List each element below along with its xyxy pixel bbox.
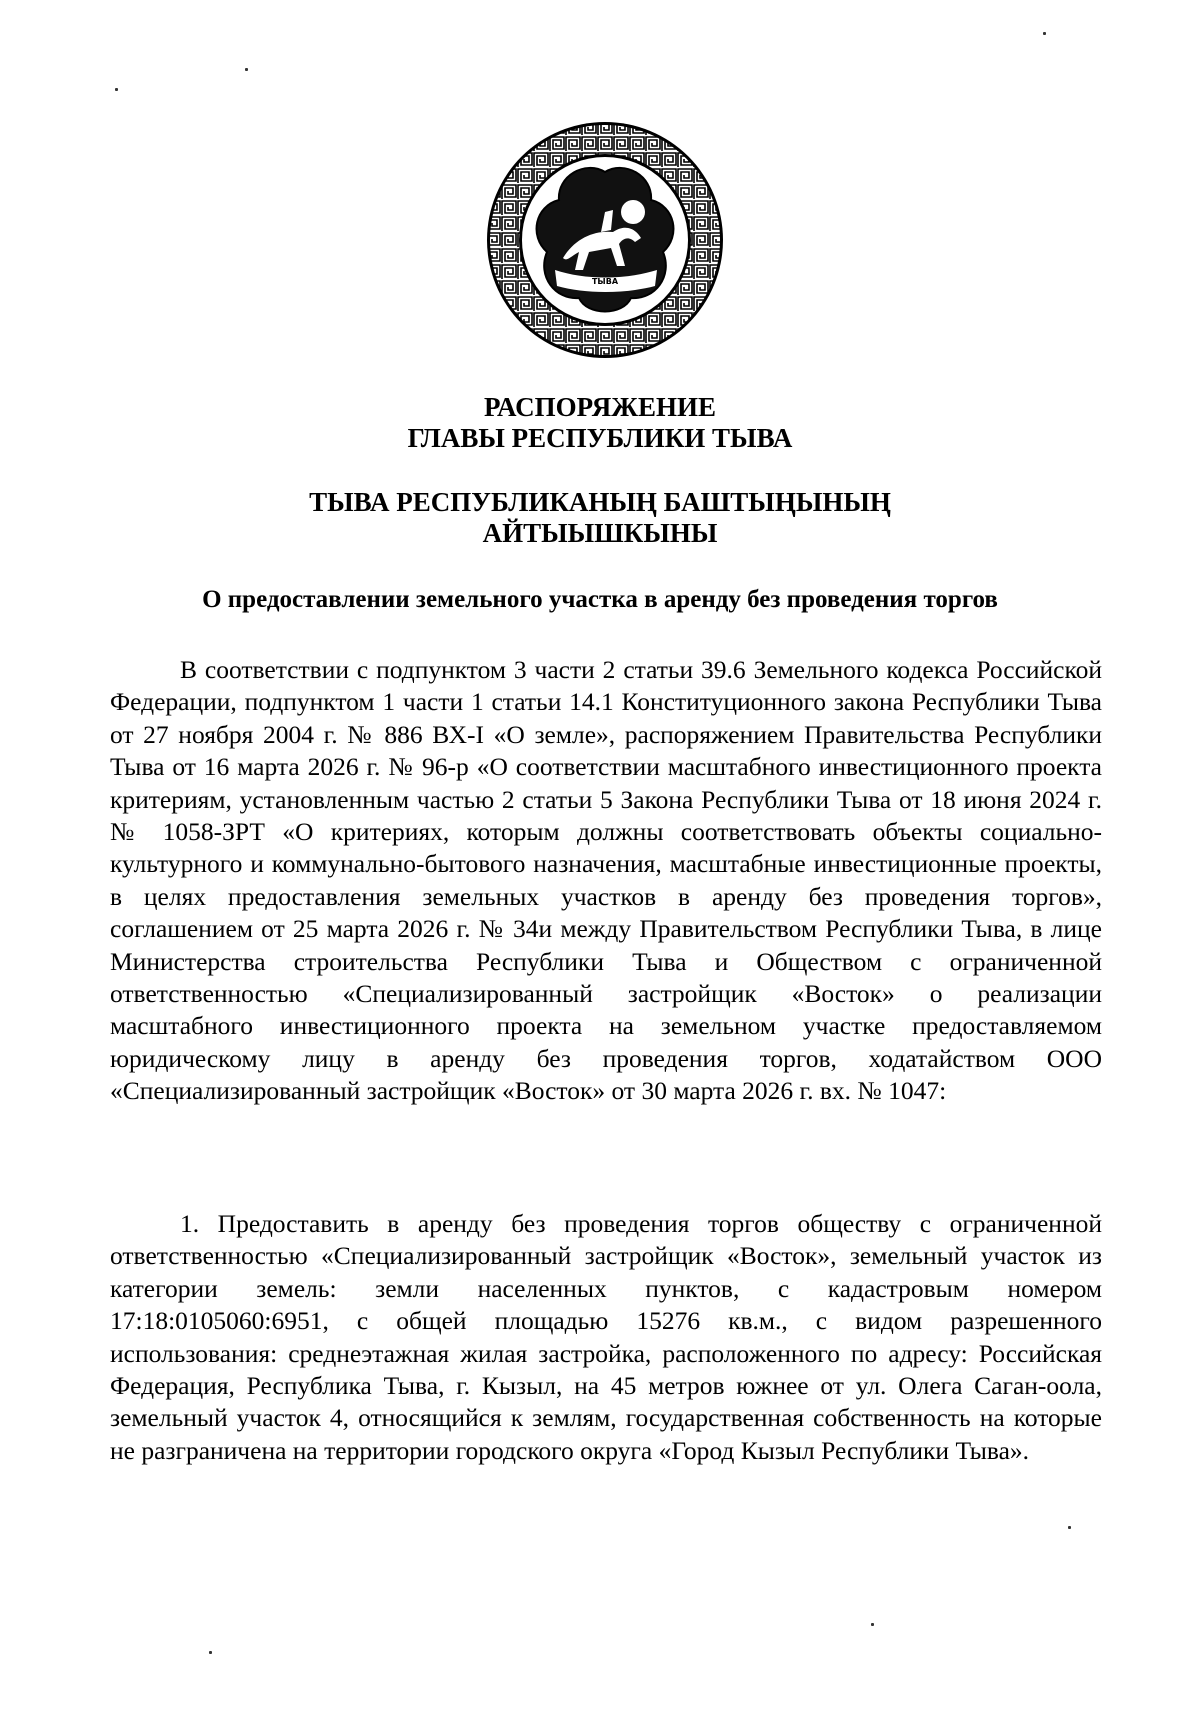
scan-speck [209, 1651, 212, 1654]
preamble-paragraph: В соответствии с подпунктом 3 части 2 статьи 39.6 Земельного кодекса Российской Федерации, подпунктом 1 части 1 статьи 14.1 Конституционного закона Республики Тыва от 27 ноября 2004 г. № 886 ВХ-I «О земле», распоряжением Правительства Республики Тыва от 16 марта 2026 г. № 96-р «О соответствии масштабного инвестиционного проекта критериям, установленным частью 2 статьи 5 Закона Республики Тыва от 18 июня 2024 г. № 1058-ЗРТ «О критериях, которым должны соответствовать объекты социально-культурного и коммунально-бытового назначения, масштабные инвестиционные проекты, в целях предоставления земельных участков в аренду без проведения торгов», соглашением от 25 марта 2026 г. № 34и между Правительством Республики Тыва, в лице Министерства строительства Республики Тыва и Обществом с ограниченной ответственностью «Специализированный застройщик «Восток» о реализации масштабного инвестиционного проекта на земельном участке предоставляемом юридическому лицу в аренду без проведения торгов, ходатайством ООО «Специализированный застройщик «Восток» от 30 марта 2026 г. вх. № 1047: [110, 655, 1102, 1106]
title-tuvan-line-2: АЙТЫЫШКЫНЫ [482, 518, 718, 548]
document-title-tuvan [0, 487, 1200, 549]
scan-speck [871, 1623, 874, 1626]
emblem-text: ТЫВА [591, 277, 619, 286]
title-tuvan-line-1: ТЫВА РЕСПУБЛИКАНЫҢ БАШТЫҢЫНЫҢ [309, 487, 891, 517]
document-title [0, 392, 1200, 454]
republic-emblem [485, 120, 725, 360]
scan-speck [245, 68, 248, 71]
title-line-2: ГЛАВЫ РЕСПУБЛИКИ ТЫВА [407, 423, 793, 453]
clause-1-paragraph: 1. Предоставить в аренду без проведения торгов обществу с ограниченной ответственностью «Специализированный застройщик «Восток», земельный участок из категории земель: земли населенных пунктов, с кадастровым номером 17:18:0105060:6951, с общей площадью 15276 кв.м., с видом разрешенного использования: среднеэтажная жилая застройка, расположенного по адресу: Российская Федерация, Республика Тыва, г. Кызыл, на 45 метров южнее от ул. Олега Саган-оола, земельный участок 4, относящийся к землям, государственная собственность на которые не разграничена на территории городского округа «Город Кызыл Республики Тыва». [110, 1209, 1102, 1465]
scan-speck [115, 88, 118, 91]
scan-speck [1043, 32, 1046, 35]
document-subject: О предоставлении земельного участка в аренду без проведения торгов [202, 586, 998, 613]
title-line-1: РАСПОРЯЖЕНИЕ [483, 392, 717, 422]
scan-speck [1068, 1526, 1071, 1529]
